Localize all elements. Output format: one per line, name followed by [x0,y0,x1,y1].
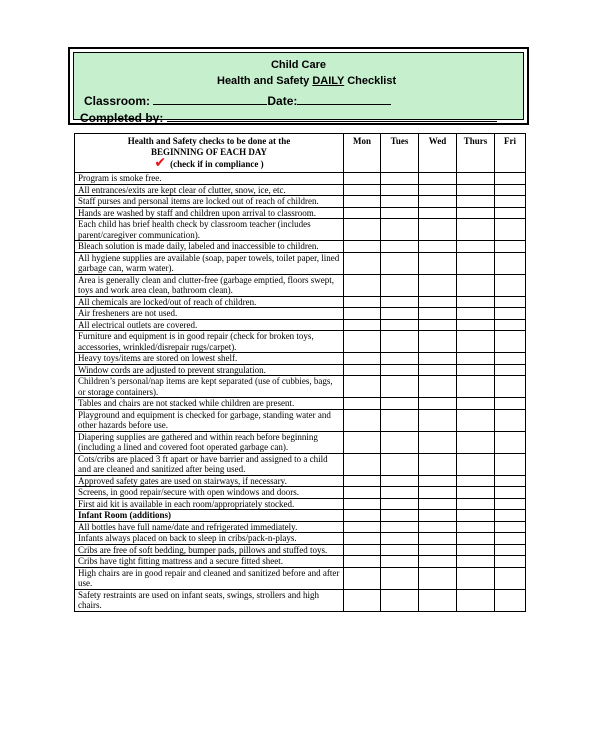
check-cell-thurs[interactable] [457,219,495,241]
check-cell-fri[interactable] [495,364,526,376]
check-cell-thurs[interactable] [457,453,495,475]
check-cell-thurs[interactable] [457,533,495,545]
checklist-item: Heavy toys/items are stored on lowest shelf. [75,353,344,365]
check-cell-fri[interactable] [495,431,526,453]
checklist-item: Safety restraints are used on infant seats, swings, strollers and high chairs. [75,589,344,611]
check-cell-mon[interactable] [344,510,381,522]
checklist-item: All bottles have full name/date and refrigerated immediately. [75,521,344,533]
classroom-field[interactable] [153,93,267,105]
check-cell-wed[interactable] [419,241,457,253]
check-cell-mon[interactable] [344,589,381,611]
check-cell-tues[interactable] [381,308,419,320]
title-line1: Child Care [270,59,326,71]
check-cell-mon[interactable] [344,376,381,398]
check-cell-tues[interactable] [381,376,419,398]
check-cell-thurs[interactable] [457,544,495,556]
check-cell-fri[interactable] [495,331,526,353]
check-cell-mon[interactable] [344,521,381,533]
checklist-body [75,173,526,612]
check-cell-mon[interactable] [344,252,381,274]
check-cell-wed[interactable] [419,376,457,398]
check-cell-fri[interactable] [495,252,526,274]
completed-by-field[interactable] [167,110,497,122]
checklist-item: Cribs are free of soft bedding, bumper pads, pillows and stuffed toys. [75,544,344,556]
day-header-fri: Fri [495,134,526,173]
table-row [75,589,526,611]
table-row [75,556,526,568]
check-cell-fri[interactable] [495,241,526,253]
check-cell-tues[interactable] [381,453,419,475]
check-cell-fri[interactable] [495,567,526,589]
check-cell-thurs[interactable] [457,319,495,331]
check-cell-fri[interactable] [495,207,526,219]
checklist-table [74,133,526,612]
check-cell-thurs[interactable] [457,274,495,296]
check-cell-mon[interactable] [344,431,381,453]
check-cell-fri[interactable] [495,589,526,611]
heading-line2: BEGINNING OF EACH DAY [150,147,268,157]
table-row [75,252,526,274]
check-cell-fri[interactable] [495,533,526,545]
check-cell-tues[interactable] [381,589,419,611]
check-cell-tues[interactable] [381,353,419,365]
completed-label: Completed by: [80,111,167,125]
table-row [75,510,526,522]
check-cell-mon[interactable] [344,331,381,353]
table-row [75,453,526,475]
check-cell-wed[interactable] [419,364,457,376]
check-cell-mon[interactable] [344,319,381,331]
day-header-wed: Wed [419,134,457,173]
checklist-item: Screens, in good repair/secure with open windows and doors. [75,487,344,499]
title-daily: DAILY [312,75,345,87]
check-cell-mon[interactable] [344,487,381,499]
check-cell-thurs[interactable] [457,431,495,453]
title-pre: Health and Safety [217,75,313,87]
check-cell-wed[interactable] [419,567,457,589]
check-cell-tues[interactable] [381,475,419,487]
check-cell-wed[interactable] [419,184,457,196]
checklist-item: Cots/cribs are placed 3 ft apart or have barrier and assigned to a child and are cleaned and sanitized after being used. [75,453,344,475]
heading-line3-text: (check if in compliance ) [170,159,264,169]
check-cell-fri[interactable] [495,487,526,499]
check-cell-thurs[interactable] [457,487,495,499]
check-cell-thurs[interactable] [457,331,495,353]
check-cell-mon[interactable] [344,544,381,556]
checklist-item: Furniture and equipment is in good repair (check for broken toys, accessories, wrinkled/disrepair rugs/carpet). [75,331,344,353]
check-cell-tues[interactable] [381,331,419,353]
check-cell-fri[interactable] [495,475,526,487]
table-row [75,521,526,533]
checklist-item: Tables and chairs are not stacked while children are present. [75,398,344,410]
table-row [75,184,526,196]
check-cell-wed[interactable] [419,319,457,331]
checklist-item: Children’s personal/nap items are kept separated (use of cubbies, bags, or storage containers). [75,376,344,398]
table-row [75,409,526,431]
check-cell-wed[interactable] [419,521,457,533]
check-cell-thurs[interactable] [457,398,495,410]
table-row [75,498,526,510]
check-cell-tues[interactable] [381,219,419,241]
checklist-item: Air fresheners are not used. [75,308,344,320]
check-cell-thurs[interactable] [457,241,495,253]
table-row [75,241,526,253]
check-cell-wed[interactable] [419,556,457,568]
check-cell-wed[interactable] [419,510,457,522]
check-cell-thurs[interactable] [457,173,495,185]
check-cell-tues[interactable] [381,510,419,522]
heading-line1: Health and Safety checks to be done at the [127,136,291,146]
check-cell-fri[interactable] [495,409,526,431]
check-cell-wed[interactable] [419,353,457,365]
check-cell-thurs[interactable] [457,196,495,208]
check-cell-thurs[interactable] [457,252,495,274]
check-cell-fri[interactable] [495,173,526,185]
check-cell-tues[interactable] [381,487,419,499]
title-post: Checklist [344,75,397,87]
check-cell-mon[interactable] [344,219,381,241]
check-cell-thurs[interactable] [457,308,495,320]
check-cell-wed[interactable] [419,331,457,353]
check-cell-mon[interactable] [344,364,381,376]
checklist-item: Infant Room (additions) [75,510,344,522]
check-cell-mon[interactable] [344,556,381,568]
check-cell-mon[interactable] [344,409,381,431]
check-cell-wed[interactable] [419,308,457,320]
check-cell-mon[interactable] [344,453,381,475]
table-row [75,398,526,410]
checklist-item: Diapering supplies are gathered and within reach before beginning (including a lined and covered foot operated garbage can). [75,431,344,453]
check-cell-thurs[interactable] [457,296,495,308]
check-cell-fri[interactable] [495,308,526,320]
check-cell-wed[interactable] [419,453,457,475]
check-cell-wed[interactable] [419,533,457,545]
check-cell-fri[interactable] [495,296,526,308]
check-cell-tues[interactable] [381,431,419,453]
table-row [75,219,526,241]
table-row [75,319,526,331]
check-cell-fri[interactable] [495,498,526,510]
heading-line3 [78,155,340,171]
table-row [75,544,526,556]
title-line2 [217,75,396,87]
check-cell-fri[interactable] [495,556,526,568]
check-cell-thurs[interactable] [457,556,495,568]
checklist-item: Window cords are adjusted to prevent strangulation. [75,364,344,376]
check-cell-wed[interactable] [419,544,457,556]
check-cell-tues[interactable] [381,184,419,196]
check-cell-mon[interactable] [344,353,381,365]
check-cell-tues[interactable] [381,533,419,545]
table-row [75,274,526,296]
check-cell-tues[interactable] [381,319,419,331]
table-row [75,196,526,208]
check-cell-tues[interactable] [381,173,419,185]
check-cell-mon[interactable] [344,184,381,196]
check-cell-wed[interactable] [419,207,457,219]
table-row [75,487,526,499]
check-cell-tues[interactable] [381,567,419,589]
checklist-item: All chemicals are locked/out of reach of children. [75,296,344,308]
check-cell-tues[interactable] [381,409,419,431]
checklist-item: All electrical outlets are covered. [75,319,344,331]
checklist-item: All hygiene supplies are available (soap, paper towels, toilet paper, lined garbage can, warm water). [75,252,344,274]
checklist-item: Hands are washed by staff and children upon arrival to classroom. [75,207,344,219]
check-cell-tues[interactable] [381,207,419,219]
check-cell-thurs[interactable] [457,409,495,431]
table-row [75,475,526,487]
checklist-item: Approved safety gates are used on stairways, if necessary. [75,475,344,487]
check-cell-mon[interactable] [344,498,381,510]
day-header-tues: Tues [381,134,419,173]
table-row [75,376,526,398]
check-cell-thurs[interactable] [457,521,495,533]
check-cell-mon[interactable] [344,398,381,410]
checklist-item: All entrances/exits are kept clear of clutter, snow, ice, etc. [75,184,344,196]
check-cell-tues[interactable] [381,252,419,274]
check-cell-wed[interactable] [419,431,457,453]
completed-by-line [80,110,497,125]
check-cell-mon[interactable] [344,296,381,308]
table-row [75,431,526,453]
table-row [75,353,526,365]
header-panel [73,52,524,125]
check-cell-thurs[interactable] [457,376,495,398]
check-cell-mon[interactable] [344,308,381,320]
table-row [75,296,526,308]
classroom-date-line [84,93,391,108]
check-cell-wed[interactable] [419,409,457,431]
check-cell-wed[interactable] [419,252,457,274]
check-cell-mon[interactable] [344,567,381,589]
check-cell-fri[interactable] [495,544,526,556]
check-cell-tues[interactable] [381,296,419,308]
checklist-item: Each child has brief health check by classroom teacher (includes parent/caregiver communication). [75,219,344,241]
check-cell-wed[interactable] [419,196,457,208]
checklist-item: High chairs are in good repair and cleaned and sanitized before and after use. [75,567,344,589]
check-cell-tues[interactable] [381,556,419,568]
table-row [75,331,526,353]
checklist-heading [75,134,344,173]
table-row [75,567,526,589]
check-cell-wed[interactable] [419,589,457,611]
check-cell-fri[interactable] [495,184,526,196]
checkmark-icon: ✔ [154,155,167,171]
table-row [75,533,526,545]
check-cell-wed[interactable] [419,274,457,296]
check-cell-tues[interactable] [381,241,419,253]
check-cell-mon[interactable] [344,475,381,487]
checklist-item: Bleach solution is made daily, labeled and inaccessible to children. [75,241,344,253]
checklist-item: Area is generally clean and clutter-free (garbage emptied, floors swept, toys and work area clean, bathroom clean). [75,274,344,296]
check-cell-tues[interactable] [381,364,419,376]
check-cell-thurs[interactable] [457,475,495,487]
checklist-item: Program is smoke free. [75,173,344,185]
table-row [75,207,526,219]
check-cell-fri[interactable] [495,453,526,475]
check-cell-mon[interactable] [344,207,381,219]
day-header-mon: Mon [344,134,381,173]
check-cell-thurs[interactable] [457,498,495,510]
check-cell-mon[interactable] [344,241,381,253]
check-cell-thurs[interactable] [457,353,495,365]
checklist-item: Playground and equipment is checked for garbage, standing water and other hazards before use. [75,409,344,431]
check-cell-tues[interactable] [381,274,419,296]
check-cell-tues[interactable] [381,498,419,510]
check-cell-wed[interactable] [419,498,457,510]
check-cell-mon[interactable] [344,196,381,208]
check-cell-thurs[interactable] [457,510,495,522]
check-cell-fri[interactable] [495,510,526,522]
table-row [75,173,526,185]
check-cell-fri[interactable] [495,274,526,296]
check-cell-thurs[interactable] [457,184,495,196]
check-cell-wed[interactable] [419,173,457,185]
check-cell-mon[interactable] [344,173,381,185]
table-row [75,308,526,320]
check-cell-fri[interactable] [495,319,526,331]
check-cell-mon[interactable] [344,533,381,545]
check-cell-thurs[interactable] [457,207,495,219]
table-header-row [75,134,526,173]
check-cell-tues[interactable] [381,398,419,410]
table-row [75,364,526,376]
date-field[interactable] [297,93,391,105]
checklist-item: Infants always placed on back to sleep in cribs/pack-n-plays. [75,533,344,545]
check-cell-fri[interactable] [495,196,526,208]
check-cell-fri[interactable] [495,398,526,410]
check-cell-wed[interactable] [419,398,457,410]
check-cell-wed[interactable] [419,219,457,241]
check-cell-thurs[interactable] [457,364,495,376]
day-header-thurs: Thurs [457,134,495,173]
date-label: Date: [267,94,298,108]
checklist-item: First aid kit is available in each room/appropriately stocked. [75,498,344,510]
check-cell-tues[interactable] [381,521,419,533]
check-cell-wed[interactable] [419,475,457,487]
check-cell-wed[interactable] [419,296,457,308]
check-cell-thurs[interactable] [457,567,495,589]
check-cell-wed[interactable] [419,487,457,499]
header-box [68,47,529,125]
check-cell-fri[interactable] [495,376,526,398]
check-cell-fri[interactable] [495,353,526,365]
checklist-item: Staff purses and personal items are locked out of reach of children. [75,196,344,208]
check-cell-fri[interactable] [495,521,526,533]
check-cell-fri[interactable] [495,219,526,241]
check-cell-tues[interactable] [381,196,419,208]
classroom-label: Classroom: [84,94,154,108]
check-cell-mon[interactable] [344,274,381,296]
checklist-item: Cribs have tight fitting mattress and a secure fitted sheet. [75,556,344,568]
check-cell-tues[interactable] [381,544,419,556]
check-cell-thurs[interactable] [457,589,495,611]
